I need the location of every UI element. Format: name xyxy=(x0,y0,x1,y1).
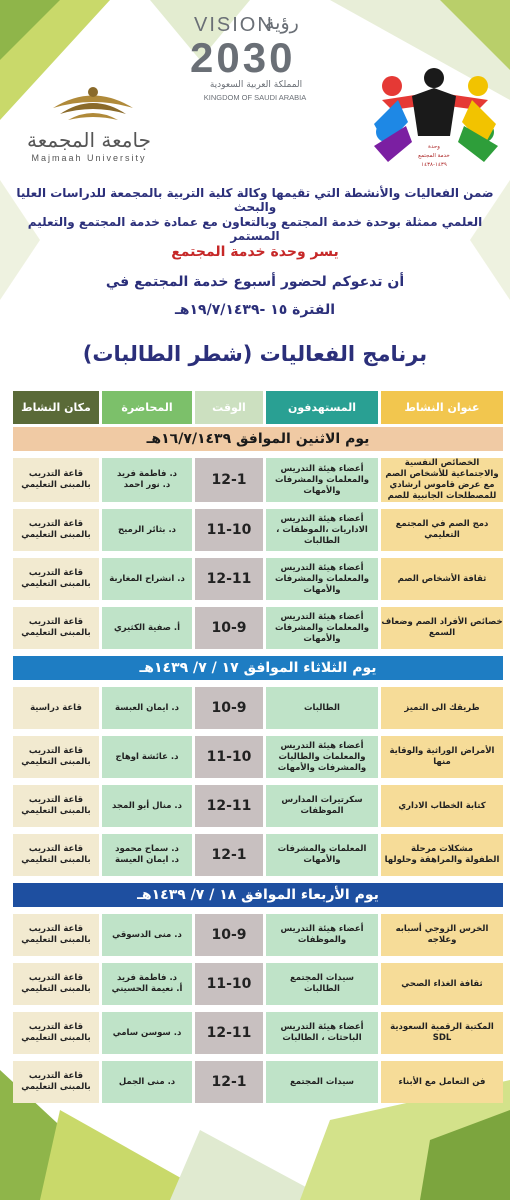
cell-lecturer: د. ايمان العبسة xyxy=(102,687,192,729)
cell-time: 11-10 xyxy=(195,736,263,778)
cell-activity-title: ثقافة الأشخاص الصم xyxy=(381,558,503,600)
cell-time: 10-9 xyxy=(195,607,263,649)
program-title: برنامج الفعاليات (شطر الطالبات) xyxy=(82,342,428,366)
header-time: الوقت xyxy=(195,391,263,424)
badge-line3: ١٤٣٩-١٤٣٨ xyxy=(421,162,447,168)
cell-activity-title: كتابة الخطاب الاداري xyxy=(381,785,503,827)
table-row xyxy=(13,458,503,502)
cell-location: قاعة التدريب بالمبنى التعليمي xyxy=(13,1012,99,1054)
intro-line-5: الفترة ١٥ -١٩/٧/١٤٣٩هـ xyxy=(174,302,336,318)
cell-lecturer: د. منى الدسوقي xyxy=(102,914,192,956)
header-location: مكان النشاط xyxy=(13,391,99,424)
cell-target-audience: أعضاء هيئة التدريس الاداريات ،الموظفات ، الطالبات xyxy=(266,509,378,551)
table-row xyxy=(13,785,503,827)
cell-location: قاعة التدريب بالمبنى التعليمي xyxy=(13,558,99,600)
cell-time: 12-11 xyxy=(195,785,263,827)
cell-location: قاعة التدريب بالمبنى التعليمي xyxy=(13,458,99,502)
cell-activity-title: الخصائص النفسية والاجتماعية للأشخاص الصم مع عرض قاموس ارشادي للمصطلحات الجانبية للصم xyxy=(381,458,503,502)
cell-target-audience: أعضاء هيئة التدريس والمعلمات والمشرفات والأمهات xyxy=(266,458,378,502)
cell-activity-title: الأمراض الوراثية والوقاية منها xyxy=(381,736,503,778)
cell-target-audience: الطالبات xyxy=(266,687,378,729)
cell-activity-title: الخرس الزوجي أسبابه وعلاجه xyxy=(381,914,503,956)
cell-location: قاعة التدريب بالمبنى التعليمي xyxy=(13,736,99,778)
table-row xyxy=(13,1061,503,1103)
cell-lecturer: د. عائشة اوهاج xyxy=(102,736,192,778)
day-header: يوم الثلاثاء الموافق ١٧ / ٧/ ١٤٣٩هـ xyxy=(13,656,503,680)
intro-line-4: أن تدعوكم لحضور أسبوع خدمة المجتمع في xyxy=(105,274,405,290)
table-row xyxy=(13,558,503,600)
cell-location: قاعة التدريب بالمبنى التعليمي xyxy=(13,834,99,876)
badge-line2: خدمة المجتمع xyxy=(418,153,450,159)
day-header: يوم الأربعاء الموافق ١٨ / ٧/ ١٤٣٩هـ xyxy=(13,883,503,907)
cell-target-audience: سيدات المجتمع الطالبات xyxy=(266,963,378,1005)
university-name-english: Majmaah University xyxy=(31,153,147,163)
university-name-arabic: جامعة المجمعة xyxy=(27,128,151,152)
table-row xyxy=(13,834,503,876)
table-row xyxy=(13,509,503,551)
cell-target-audience: سكرتيرات المدارس الموظفات xyxy=(266,785,378,827)
cell-location: قاعة التدريب بالمبنى التعليمي xyxy=(13,785,99,827)
vision-arabic: رؤية xyxy=(265,12,299,34)
cell-location: قاعة دراسية xyxy=(13,687,99,729)
intro-line-1: ضمن الفعاليات والأنشطة التي تقيمها وكالة كلية التربية بالمجمعة للدراسات العليا والبحث xyxy=(16,186,494,214)
cell-lecturer: د. فاطمة فريد أ. نعيمة الحسيني xyxy=(102,963,192,1005)
table-row xyxy=(13,914,503,956)
cell-target-audience: سيدات المجتمع xyxy=(266,1061,378,1103)
cell-activity-title: ثقافة الغذاء الصحي xyxy=(381,963,503,1005)
cell-lecturer: د. منال أبو المجد xyxy=(102,785,192,827)
cell-target-audience: أعضاء هيئة التدريس والمعلمات والمشرفات والأمهات xyxy=(266,607,378,649)
day-header: يوم الاثنين الموافق ١٦/٧/١٤٣٩هـ xyxy=(13,427,503,451)
cell-target-audience: أعضاء هيئة التدريس الباحثات ، الطالبات xyxy=(266,1012,378,1054)
table-row xyxy=(13,687,503,729)
cell-time: 10-9 xyxy=(195,914,263,956)
intro-line-3: يسر وحدة خدمة المجتمع xyxy=(171,244,339,260)
vision-year: 2030 xyxy=(190,34,296,81)
table-row xyxy=(13,736,503,778)
vision-word: VISION xyxy=(194,14,274,36)
table-row xyxy=(13,607,503,649)
cell-location: قاعة التدريب بالمبنى التعليمي xyxy=(13,509,99,551)
kingdom-english: KINGDOM OF SAUDI ARABIA xyxy=(203,93,307,102)
schedule-table xyxy=(10,391,506,1103)
cell-lecturer: د. بثائر الرميح xyxy=(102,509,192,551)
cell-activity-title: خصائص الأفراد الصم وضعاف السمع xyxy=(381,607,503,649)
community-unit-logo xyxy=(372,66,502,178)
cell-target-audience: أعضاء هيئة التدريس والمعلمات والمشرفات والأمهات xyxy=(266,558,378,600)
cell-activity-title: دمج الصم في المجتمع التعليمي xyxy=(381,509,503,551)
cell-activity-title: فن التعامل مع الأبناء xyxy=(381,1061,503,1103)
cell-time: 12-1 xyxy=(195,1061,263,1103)
cell-lecturer: د. فاطمة فريد د. نور احمد xyxy=(102,458,192,502)
cell-time: 12-11 xyxy=(195,1012,263,1054)
cell-target-audience: أعضاء هيئة التدريس والمعلمات والطالبات والمشرفات والأمهات xyxy=(266,736,378,778)
cell-lecturer: د. انشراح المغاربة xyxy=(102,558,192,600)
cell-time: 11-10 xyxy=(195,963,263,1005)
cell-activity-title: مشكلات مرحلة الطفولة والمراهقة وحلولها xyxy=(381,834,503,876)
cell-location: قاعة التدريب بالمبنى التعليمي xyxy=(13,607,99,649)
badge-line1: وحدة xyxy=(428,144,440,150)
cell-time: 12-1 xyxy=(195,834,263,876)
cell-activity-title: المكتبة الرقمية السعودية SDL xyxy=(381,1012,503,1054)
cell-target-audience: أعضاء هيئة التدريس والموظفات xyxy=(266,914,378,956)
cell-location: قاعة التدريب بالمبنى التعليمي xyxy=(13,1061,99,1103)
table-row xyxy=(13,1012,503,1054)
kingdom-arabic: المملكة العربية السعودية xyxy=(209,80,303,90)
intro-line-2: العلمي ممثلة بوحدة خدمة المجتمع وبالتعاون مع عمادة خدمة المجتمع والتعليم المستمر xyxy=(27,215,483,243)
cell-target-audience: المعلمات والمشرفات والأمهات xyxy=(266,834,378,876)
header-target-audience: المستهدفون xyxy=(266,391,378,424)
cell-time: 12-11 xyxy=(195,558,263,600)
table-row xyxy=(13,963,503,1005)
cell-lecturer: أ. صفية الكثيري xyxy=(102,607,192,649)
cell-location: قاعة التدريب بالمبنى التعليمي xyxy=(13,963,99,1005)
cell-lecturer: د. منى الجمل xyxy=(102,1061,192,1103)
cell-lecturer: د. سماح محمود د. ايمان العيسة xyxy=(102,834,192,876)
cell-activity-title: طريقك الى التميز xyxy=(381,687,503,729)
cell-lecturer: د. سوسن سامي xyxy=(102,1012,192,1054)
header-activity-title: عنوان النشاط xyxy=(381,391,503,424)
cell-time: 10-9 xyxy=(195,687,263,729)
cell-time: 11-10 xyxy=(195,509,263,551)
cell-location: قاعة التدريب بالمبنى التعليمي xyxy=(13,914,99,956)
header-lecturer: المحاضرة xyxy=(102,391,192,424)
cell-time: 12-1 xyxy=(195,458,263,502)
university-emblem-icon xyxy=(48,78,138,128)
